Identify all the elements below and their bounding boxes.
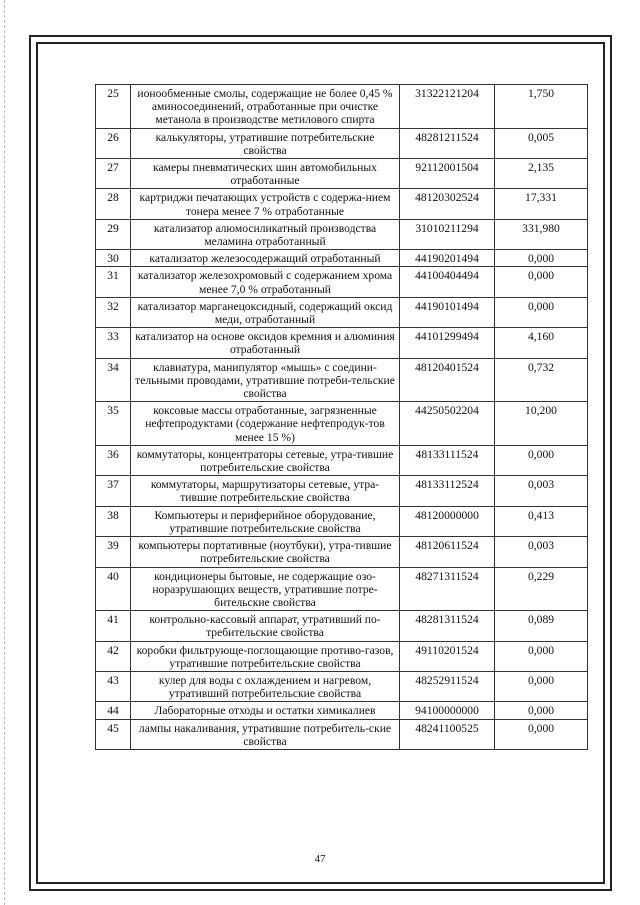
waste-code: 31322121204: [400, 85, 495, 129]
waste-quantity: 0,732: [495, 358, 588, 402]
row-number: 25: [96, 85, 131, 129]
waste-quantity: 1,750: [495, 85, 588, 129]
table-row: [96, 537, 588, 567]
page-number: 47: [314, 853, 326, 865]
row-number: 32: [96, 297, 131, 327]
row-number: 26: [96, 128, 131, 158]
waste-name: лампы накаливания, утратившие потребитель-ские свойства: [131, 719, 400, 749]
row-number: 29: [96, 219, 131, 249]
table-row: [96, 671, 588, 701]
waste-name: калькуляторы, утратившие потребительские свойства: [131, 128, 400, 158]
waste-code: 49110201524: [400, 641, 495, 671]
waste-table: [95, 84, 588, 750]
table-row: [96, 250, 588, 267]
table-row: [96, 297, 588, 327]
table-row: [96, 476, 588, 506]
table-row: [96, 159, 588, 189]
row-number: 31: [96, 267, 131, 297]
waste-quantity: 0,000: [495, 445, 588, 475]
waste-quantity: 17,331: [495, 189, 588, 219]
table-row: [96, 267, 588, 297]
waste-name: катализатор алюмосиликатный производства меламина отработанный: [131, 219, 400, 249]
waste-quantity: 0,003: [495, 537, 588, 567]
table-row: [96, 506, 588, 536]
waste-name: коксовые массы отработанные, загрязненные нефтепродуктами (содержание нефтепродук-тов менее 15 %): [131, 402, 400, 446]
table-row: [96, 189, 588, 219]
waste-code: 48133112524: [400, 476, 495, 506]
waste-name: коммутаторы, концентраторы сетевые, утра-тившие потребительские свойства: [131, 445, 400, 475]
row-number: 38: [96, 506, 131, 536]
waste-name: коммутаторы, маршрутизаторы сетевые, утра-тившие потребительские свойства: [131, 476, 400, 506]
waste-code: 94100000000: [400, 702, 495, 719]
waste-code: 48133111524: [400, 445, 495, 475]
waste-name: катализатор железосодержащий отработанный: [131, 250, 400, 267]
table-row: [96, 611, 588, 641]
waste-quantity: 0,000: [495, 297, 588, 327]
waste-code: 48281311524: [400, 611, 495, 641]
waste-code: 44250502204: [400, 402, 495, 446]
waste-quantity: 4,160: [495, 328, 588, 358]
row-number: 36: [96, 445, 131, 475]
waste-code: 48120302524: [400, 189, 495, 219]
waste-name: компьютеры портативные (ноутбуки), утра-тившие потребительские свойства: [131, 537, 400, 567]
waste-code: 48120611524: [400, 537, 495, 567]
row-number: 44: [96, 702, 131, 719]
waste-quantity: 0,413: [495, 506, 588, 536]
waste-quantity: 0,000: [495, 267, 588, 297]
waste-name: Лабораторные отходы и остатки химикалиев: [131, 702, 400, 719]
waste-quantity: 0,000: [495, 641, 588, 671]
waste-code: 48252911524: [400, 671, 495, 701]
waste-name: картриджи печатающих устройств с содержа-нием тонера менее 7 % отработанные: [131, 189, 400, 219]
row-number: 30: [96, 250, 131, 267]
waste-code: 48241100525: [400, 719, 495, 749]
waste-name: коробки фильтрующе-поглощающие противо-газов, утратившие потребительские свойства: [131, 641, 400, 671]
waste-quantity: 10,200: [495, 402, 588, 446]
waste-code: 44190201494: [400, 250, 495, 267]
waste-quantity: 0,000: [495, 719, 588, 749]
row-number: 34: [96, 358, 131, 402]
waste-name: катализатор марганецоксидный, содержащий оксид меди, отработанный: [131, 297, 400, 327]
waste-quantity: 0,003: [495, 476, 588, 506]
waste-name: кондиционеры бытовые, не содержащие озо-норазрушающих веществ, утратившие потре-бительские свойства: [131, 567, 400, 611]
waste-quantity: 331,980: [495, 219, 588, 249]
table-row: [96, 328, 588, 358]
row-number: 37: [96, 476, 131, 506]
waste-name: клавиатура, манипулятор «мышь» с соедини-тельными проводами, утратившие потреби-тельские свойства: [131, 358, 400, 402]
waste-name: контрольно-кассовый аппарат, утративший по-требительские свойства: [131, 611, 400, 641]
row-number: 40: [96, 567, 131, 611]
table-row: [96, 358, 588, 402]
waste-table-body: [96, 85, 588, 750]
waste-quantity: 0,000: [495, 671, 588, 701]
waste-code: 48281211524: [400, 128, 495, 158]
table-row: [96, 567, 588, 611]
row-number: 35: [96, 402, 131, 446]
waste-name: ионообменные смолы, содержащие не более 0,45 % аминосоединений, отработанные при очистке метанола в производстве метилового спирта: [131, 85, 400, 129]
waste-name: камеры пневматических шин автомобильных отработанные: [131, 159, 400, 189]
waste-name: катализатор на основе оксидов кремния и алюминия отработанный: [131, 328, 400, 358]
row-number: 41: [96, 611, 131, 641]
table-row: [96, 128, 588, 158]
waste-code: 44190101494: [400, 297, 495, 327]
row-number: 28: [96, 189, 131, 219]
waste-quantity: 0,089: [495, 611, 588, 641]
waste-code: 44101299494: [400, 328, 495, 358]
waste-quantity: 0,000: [495, 250, 588, 267]
table-row: [96, 445, 588, 475]
table-row: [96, 85, 588, 129]
row-number: 45: [96, 719, 131, 749]
row-number: 33: [96, 328, 131, 358]
table-row: [96, 402, 588, 446]
waste-quantity: 0,005: [495, 128, 588, 158]
waste-code: 48120401524: [400, 358, 495, 402]
margin-dash-line: [4, 0, 6, 905]
table-row: [96, 641, 588, 671]
waste-code: 48271311524: [400, 567, 495, 611]
waste-code: 92112001504: [400, 159, 495, 189]
waste-name: катализатор железохромовый с содержанием хрома менее 7,0 % отработанный: [131, 267, 400, 297]
row-number: 42: [96, 641, 131, 671]
waste-name: кулер для воды с охлаждением и нагревом, утративший потребительские свойства: [131, 671, 400, 701]
row-number: 27: [96, 159, 131, 189]
row-number: 43: [96, 671, 131, 701]
waste-code: 44100404494: [400, 267, 495, 297]
table-row: [96, 719, 588, 749]
row-number: 39: [96, 537, 131, 567]
table-row: [96, 219, 588, 249]
waste-name: Компьютеры и периферийное оборудование, утратившие потребительские свойства: [131, 506, 400, 536]
waste-code: 31010211294: [400, 219, 495, 249]
waste-quantity: 2,135: [495, 159, 588, 189]
table-row: [96, 702, 588, 719]
waste-quantity: 0,229: [495, 567, 588, 611]
waste-quantity: 0,000: [495, 702, 588, 719]
waste-code: 48120000000: [400, 506, 495, 536]
